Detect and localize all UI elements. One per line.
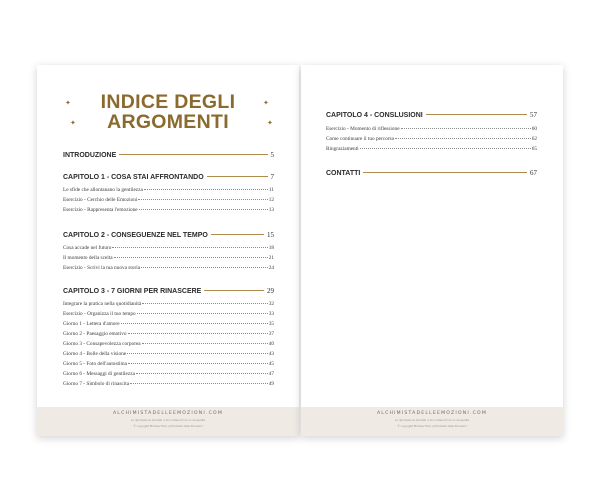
toc-entry-capitolo-3[interactable] [63, 287, 274, 295]
toc-page-number: 7 [270, 173, 274, 181]
toc-chapter-label: INTRODUZIONE [63, 152, 117, 159]
toc-dot-leader [128, 333, 268, 334]
footer-copyright: © copyright Michela Fiore | Alchimista delle Emozioni [397, 425, 467, 429]
toc-chapter-label: CAPITOLO 3 - 7 GIORNI PER RINASCERE [63, 288, 202, 295]
toc-item-label: Esercizio - Organizza il tuo tempo [63, 311, 136, 317]
toc-dot-leader [127, 353, 268, 354]
toc-item-label: Giorno 1 - Lettera d'amore [63, 321, 120, 327]
toc-leader-line [204, 290, 264, 291]
toc-item-label: Le sfide che allontanano la gentilezza [63, 187, 143, 193]
toc-page-number: 24 [268, 265, 274, 271]
toc-page-number: 60 [531, 126, 537, 132]
toc-item-label: Il momento della scelta [63, 255, 113, 261]
toc-item-label: Come continuare il tuo percorso [326, 136, 395, 142]
toc-subentry[interactable] [63, 331, 274, 337]
toc-dot-leader [142, 343, 268, 344]
toc-dot-leader [112, 247, 267, 248]
toc-dot-leader [401, 128, 531, 129]
toc-subentry[interactable] [326, 126, 537, 132]
toc-chapter-label: CAPITOLO 4 - CONSLUSIONI [326, 112, 423, 119]
toc-item-label: Integrare la pratica nella quotidianità [63, 301, 142, 307]
toc-entry-contatti[interactable] [326, 169, 537, 177]
page-footer [37, 407, 299, 436]
toc-chapter-label: CAPITOLO 2 - CONSEGUENZE NEL TEMPO [63, 232, 208, 239]
toc-chapter-label: CAPITOLO 1 - COSA STAI AFFRONTANDO [63, 174, 204, 181]
index-title: ARGOMENTI [107, 111, 229, 133]
footer-copyright: La riproduzione dei testi e dei contenuti non è consentita [394, 419, 470, 422]
toc-dot-leader [360, 148, 531, 149]
toc-item-label: Giorno 5 - Foto dell'autostima [63, 361, 127, 367]
sparkle-icon: ✦ [263, 99, 269, 107]
toc-page-number: 43 [268, 351, 274, 357]
page-footer [301, 407, 563, 436]
sparkle-icon: ✦ [70, 119, 76, 127]
toc-leader-line [207, 176, 268, 177]
toc-page-number: 21 [268, 255, 274, 261]
toc-item-label: Giorno 3 - Consapevolezza corporea [63, 341, 141, 347]
toc-page-number: 49 [268, 381, 274, 387]
toc-chapter-label: CONTATTI [326, 170, 361, 177]
toc-page-number: 40 [268, 341, 274, 347]
toc-dot-leader [142, 303, 267, 304]
toc-item-label: Esercizio - Cerchio delle Emozioni [63, 197, 138, 203]
sparkle-icon: ✦ [267, 119, 273, 127]
toc-leader-line [426, 114, 527, 115]
toc-dot-leader [138, 199, 267, 200]
toc-page-number: 67 [530, 169, 537, 177]
toc-subentry[interactable] [63, 197, 274, 203]
toc-leader-line [363, 172, 527, 173]
toc-page-number: 29 [267, 287, 274, 295]
toc-subentry[interactable] [326, 136, 537, 142]
toc-leader-line [119, 154, 267, 155]
toc-subentry[interactable] [63, 371, 274, 377]
toc-subentry[interactable] [63, 341, 274, 347]
toc-page-number: 18 [268, 245, 274, 251]
toc-subentry[interactable] [326, 146, 537, 152]
toc-entry-capitolo-1[interactable] [63, 173, 274, 181]
toc-item-label: Giorno 2 - Paesaggio emotivo [63, 331, 127, 337]
toc-dot-leader [121, 323, 268, 324]
toc-subentry[interactable] [63, 381, 274, 387]
toc-page-number: 32 [268, 301, 274, 307]
toc-subentry[interactable] [63, 321, 274, 327]
toc-item-label: Ringraziamenti [326, 146, 359, 152]
toc-subentry[interactable] [63, 351, 274, 357]
toc-entry-introduzione[interactable] [63, 151, 274, 159]
sparkle-icon: ✦ [65, 99, 71, 107]
right-page [301, 65, 563, 436]
left-page [37, 65, 299, 436]
toc-page-number: 15 [267, 231, 274, 239]
footer-copyright: © copyright Michela Fiore | Alchimista delle Emozioni [133, 425, 203, 429]
toc-item-label: Giorno 6 - Messaggi di gentilezza [63, 371, 135, 377]
toc-item-label: Esercizio - Scrivi la tua nuova storia [63, 265, 141, 271]
toc-dot-leader [114, 257, 268, 258]
toc-entry-capitolo-2[interactable] [63, 231, 274, 239]
toc-dot-leader [139, 209, 268, 210]
toc-page-number: 47 [268, 371, 274, 377]
toc-dot-leader [395, 138, 530, 139]
toc-dot-leader [144, 189, 268, 190]
toc-dot-leader [128, 363, 268, 364]
toc-subentry[interactable] [63, 361, 274, 367]
toc-page-number: 62 [531, 136, 537, 142]
toc-page-number: 11 [268, 187, 274, 193]
toc-subentry[interactable] [63, 265, 274, 271]
toc-subentry[interactable] [63, 301, 274, 307]
toc-entry-capitolo-4[interactable] [326, 111, 537, 119]
toc-subentry[interactable] [63, 245, 274, 251]
toc-dot-leader [130, 383, 268, 384]
toc-page-number: 12 [268, 197, 274, 203]
toc-item-label: Esercizio - Momento di riflessione [326, 126, 400, 132]
toc-subentry[interactable] [63, 311, 274, 317]
toc-item-label: Giorno 4 - Bolle della visione [63, 351, 127, 357]
toc-leader-line [211, 234, 264, 235]
footer-website: ALCHIMISTADELLEEMOZIONI.COM [376, 411, 488, 416]
toc-item-label: Giorno 7 - Simbolo di rinascita [63, 381, 130, 387]
toc-page-number: 35 [268, 321, 274, 327]
index-title: INDICE DEGLI [100, 91, 236, 113]
toc-page-number: 13 [268, 207, 274, 213]
toc-page-number: 37 [268, 331, 274, 337]
toc-page-number: 57 [530, 111, 537, 119]
footer-copyright: La riproduzione dei testi e dei contenuti non è consentita [130, 419, 206, 422]
toc-page-number: 33 [268, 311, 274, 317]
toc-subentry[interactable] [63, 207, 274, 213]
footer-website: ALCHIMISTADELLEEMOZIONI.COM [112, 411, 224, 416]
toc-page-number: 45 [268, 361, 274, 367]
toc-dot-leader [137, 313, 268, 314]
toc-page-number: 5 [270, 151, 274, 159]
toc-page-number: 65 [531, 146, 537, 152]
toc-dot-leader [136, 373, 268, 374]
toc-dot-leader [141, 267, 268, 268]
toc-item-label: Esercizio - Rappresenta l'emozione [63, 207, 138, 213]
toc-subentry[interactable] [63, 187, 274, 193]
toc-item-label: Cosa accade nel futuro [63, 245, 112, 251]
toc-subentry[interactable] [63, 255, 274, 261]
